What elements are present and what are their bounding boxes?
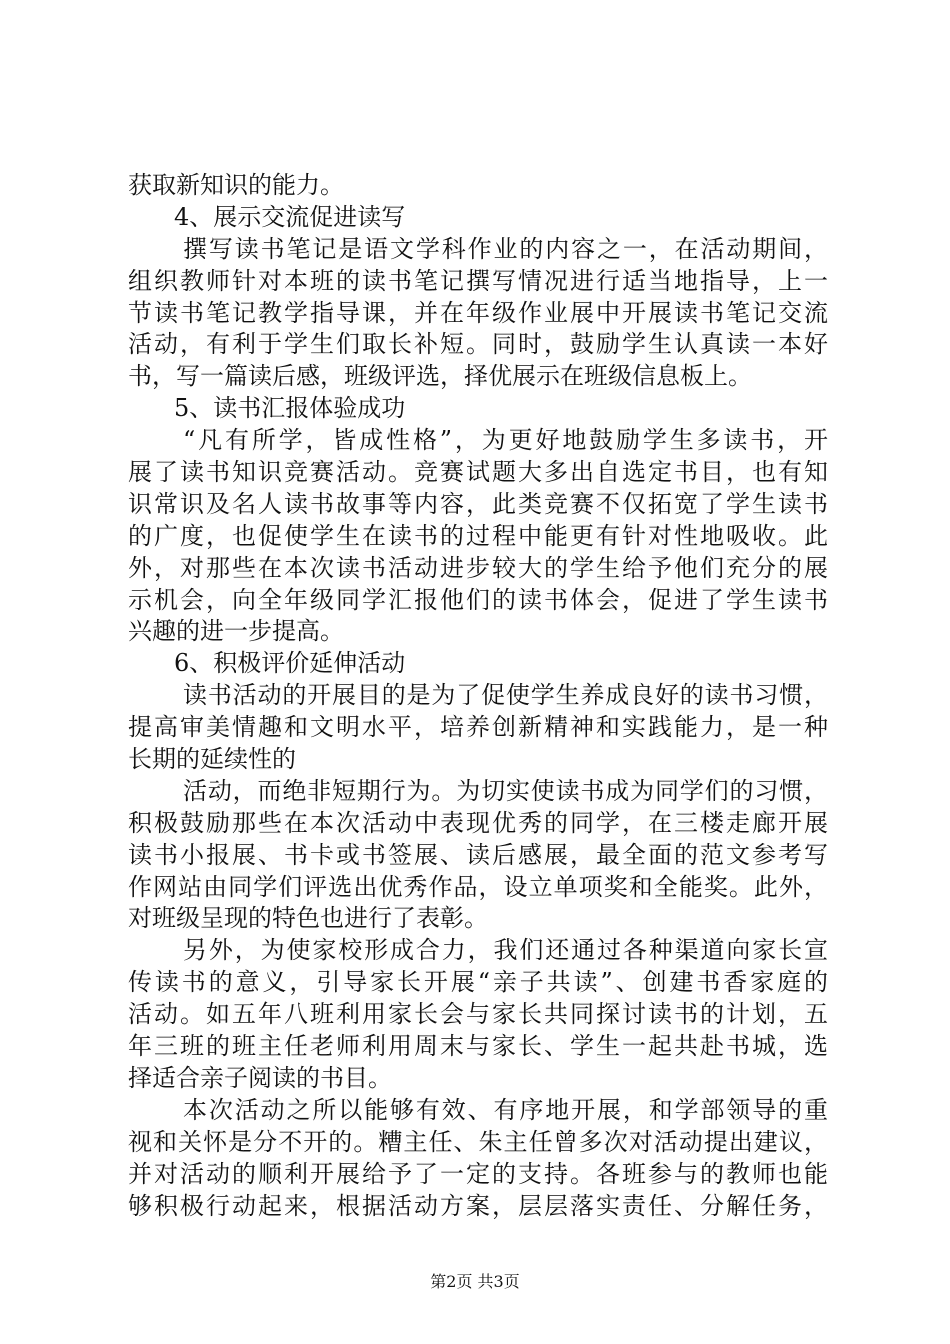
text-line: 活动。如五年八班利用家长会与家长共同探讨读书的计划，五 <box>128 1000 828 1029</box>
text-line: 读书小报展、书卡或书签展、读后感展，最全面的范文参考写 <box>128 840 828 869</box>
text-line: 本次活动之所以能够有效、有序地开展，和学部领导的重 <box>183 1095 828 1124</box>
text-line: 作网站由同学们评选出优秀作品，设立单项奖和全能奖。此外， <box>128 872 828 901</box>
text-line: 积极鼓励那些在本次活动中表现优秀的同学，在三楼走廊开展 <box>128 808 828 837</box>
text-line: 视和关怀是分不开的。糟主任、朱主任曾多次对活动提出建议， <box>128 1127 828 1156</box>
text-line: 长期的延续性的 <box>128 745 296 774</box>
text-line: 的广度，也促使学生在读书的过程中能更有针对性地吸收。此 <box>128 521 828 550</box>
text-line: 外，对那些在本次读书活动进步较大的学生给予他们充分的展 <box>128 553 828 582</box>
text-line: 够积极行动起来，根据活动方案，层层落实责任、分解任务， <box>128 1191 828 1220</box>
document-body <box>128 170 828 1222</box>
text-line: 活动，有利于学生们取长补短。同时，鼓励学生认真读一本好 <box>128 330 828 359</box>
text-line: 对班级呈现的特色也进行了表彰。 <box>128 904 488 933</box>
text-line: 提高审美情趣和文明水平，培养创新精神和实践能力，是一种 <box>128 713 828 742</box>
text-line: 识常识及名人读书故事等内容，此类竞赛不仅拓宽了学生读书 <box>128 489 828 518</box>
text-line: 获取新知识的能力。 <box>128 171 344 199</box>
text-line: 展了读书知识竞赛活动。竞赛试题大多出自选定书目，也有知 <box>128 458 828 487</box>
section-heading: 5、读书汇报体验成功 <box>174 394 406 423</box>
text-line: 示机会，向全年级同学汇报他们的读书体会，促进了学生读书 <box>128 585 828 614</box>
section-heading: 4、展示交流促进读写 <box>174 202 406 231</box>
text-line: “凡有所学，皆成性格”，为更好地鼓励学生多读书，开 <box>183 426 828 455</box>
section-heading: 6、积极评价延伸活动 <box>174 649 406 678</box>
text-line: 传读书的意义，引导家长开展“亲子共读”、创建书香家庭的 <box>128 968 828 997</box>
text-line: 年三班的班主任老师利用周末与家长、学生一起共赴书城，选 <box>128 1032 828 1061</box>
text-line: 撰写读书笔记是语文学科作业的内容之一，在活动期间， <box>183 234 828 263</box>
text-line: 组织教师针对本班的读书笔记撰写情况进行适当地指导，上一 <box>128 266 828 295</box>
text-line: 节读书笔记教学指导课，并在年级作业展中开展读书笔记交流 <box>128 298 828 327</box>
text-line: 兴趣的进一步提高。 <box>128 617 344 646</box>
text-line: 书，写一篇读后感，班级评选，择优展示在班级信息板上。 <box>128 362 752 391</box>
text-line: 活动，而绝非短期行为。为切实使读书成为同学们的习惯， <box>183 776 828 805</box>
page-number: 第2页 共3页 <box>430 1272 520 1291</box>
text-line: 读书活动的开展目的是为了促使学生养成良好的读书习惯， <box>183 681 828 710</box>
text-line: 择适合亲子阅读的书目。 <box>128 1063 392 1092</box>
text-line: 另外，为使家校形成合力，我们还通过各种渠道向家长宣 <box>183 936 828 965</box>
text-line: 并对活动的顺利开展给予了一定的支持。各班参与的教师也能 <box>128 1159 828 1188</box>
